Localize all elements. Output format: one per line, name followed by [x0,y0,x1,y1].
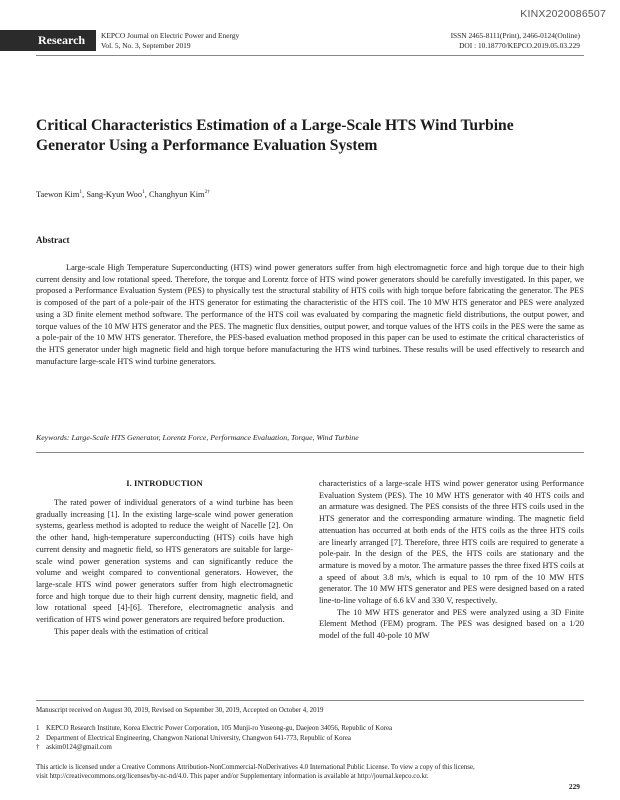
footer-divider [36,700,584,701]
author-mark: 1 [79,189,83,195]
section-badge: Research [0,30,96,51]
journal-name: KEPCO Journal on Electric Power and Energy [101,31,240,40]
affiliation-text: Department of Electrical Engineering, Changwon National University, Changwon 641-773, Republic of Korea [46,734,351,742]
license-notice [36,763,584,782]
license-line: visit http://creativecommons.org/licenses/by-nc-nd/4.0. This paper and/or Supplementary information is available at http://journal.kepco.co.kr. [36,773,429,781]
issn-info [451,31,580,50]
keywords: Keywords: Large-Scale HTS Generator, Lorentz Force, Performance Evaluation, Torque, Wind Turbine [36,433,359,442]
affiliation-item [36,734,392,744]
header-divider [36,55,584,56]
paper-title [36,116,586,155]
abstract-text: Large-scale High Temperature Superconducting (HTS) wind power generators suffer from high electromagnetic force and high torque due to their high current density and low rotational speed. Therefore, the torque and Lorentz force of HTS wind power generators should be carefully investigated. In this paper, we proposed a Performance Evaluation System (PES) to physically test the structural stability of HTS coils with high torque before fabricating the generator. The PES is composed of the part of a pole-pair of the HTS generator for estimating the characteristic of the HTS coil. The 10 MW HTS generator and PES were analyzed using a 3D finite element method software. The performance of the HTS coil was evaluated by comparing the magnetic field distributions, the output power, and torque values of the 10 MW HTS generator and the PES. The magnetic flux densities, output power, and torque values of the HTS coils in the PES were the same as a pole-pair of the 10 MW HTS generator. Therefore, the PES-based evaluation method proposed in this paper can be used to estimate the critical characteristics of the HTS generator under high magnetic field and high torque before manufacturing the HTS wind turbines. These results will be used effectively to research and manufacture large-scale HTS wind turbine generators. [36,263,584,366]
section-heading-introduction: I. INTRODUCTION [126,478,203,488]
affiliation-mark: † [36,744,40,751]
author-mark: 1 [142,189,145,195]
affiliation-mark: 1 [36,725,40,732]
journal-volume: Vol. 5, No. 3, September 2019 [101,40,191,50]
left-column [36,497,293,637]
author-name: Sang-Kyun Woo [86,189,143,199]
page-number: 229 [568,782,580,791]
manuscript-dates: Manuscript received on August 30, 2019, Revised on September 30, 2019, Accepted on October 4, 2019 [36,707,324,714]
corresponding-email: askim0124@gmail.com [46,744,112,751]
abstract-heading: Abstract [36,235,70,245]
affiliation-item [36,724,392,734]
license-line: This article is licensed under a Creative Commons Attribution-NonCommercial-NoDerivatives 4.0 International Public License. To view a copy of this license, [36,764,475,771]
intro-paragraph: The 10 MW HTS generator and PES were analyzed using a 3D Finite Element Method (FEM) program. The PES was designed based on a 1/20 model of the full 40-pole 10 MW [319,607,584,641]
intro-paragraph: characteristics of a large-scale HTS wind power generator using Performance Evaluation System (PES). The 10 MW HTS generator with 40 HTS coils and an armature was designed. The PES consists of the three HTS coils used in the HTS generator and the corresponding armature winding. The magnetic field attenuation has occurred at both ends of the HTS coils as the three HTS coils are linearly arranged [7]. Therefore, three HTS coils are required to generate a pole-pair. In the design of the PES, the HTS coils are stationary and the armature is moved by a motor. The armature passes the three fixed HTS coils at a speed of about 3.8 m/s, which is equal to 10 rpm of the 10 MW HTS generator. The 10 MW HTS generator and PES were designed based on a rated line-to-line voltage of 6.6 kV and 330 V, respectively. [319,479,584,606]
doi: DOI : 10.18770/KEPCO.2019.05.03.229 [459,40,580,50]
intro-paragraph: This paper deals with the estimation of critical [54,626,209,636]
abstract-divider [36,452,584,453]
journal-info [101,31,239,50]
author-list: Taewon Kim$^1$, Sang-Kyun Woo$^1$, Changhyun Kim$^{2\dagger}$ [36,189,211,199]
title-line-1: Critical Characteristics Estimation of a Large-Scale HTS Wind Turbine [36,117,514,134]
affiliation-item [36,743,392,753]
affiliation-text: KEPCO Research Institute, Korea Electric Power Corporation, 105 Munji-ro Yuseong-gu, Daejeon 34056, Republic of Korea [46,725,393,732]
title-line-2: Generator Using a Performance Evaluation System [36,136,378,154]
affiliations [36,724,392,753]
kinx-id: KINX2020086507 [520,8,606,20]
author-name: Changhyun Kim [148,189,205,199]
right-column [319,478,584,642]
intro-paragraph: The rated power of individual generators of a wind turbine has been gradually increasing [1]. In the existing large-scale wind power generation systems, gearless method is adopted to reduce the weight of Nacelle [2]. On the other hand, high-temperature superconducting (HTS) coils have high current density and magnetic field, so HTS generators are suitable for large-scale wind power generation systems and can significantly reduce the volume and weight compared to conventional generators. However, the large-scale HTS wind power generators suffer from high electromagnetic force and high torque due to their high current density, magnetic field, and low rotational speed [4]-[6]. Therefore, electromagnetic analysis and verification of HTS wind power generators are required before production. [36,498,293,625]
affiliation-mark: 2 [36,734,40,742]
issn: ISSN 2465-8111(Print), 2466-0124(Online) [450,31,580,40]
author-name: Taewon Kim [36,189,80,199]
author-mark: 2† [204,189,211,195]
